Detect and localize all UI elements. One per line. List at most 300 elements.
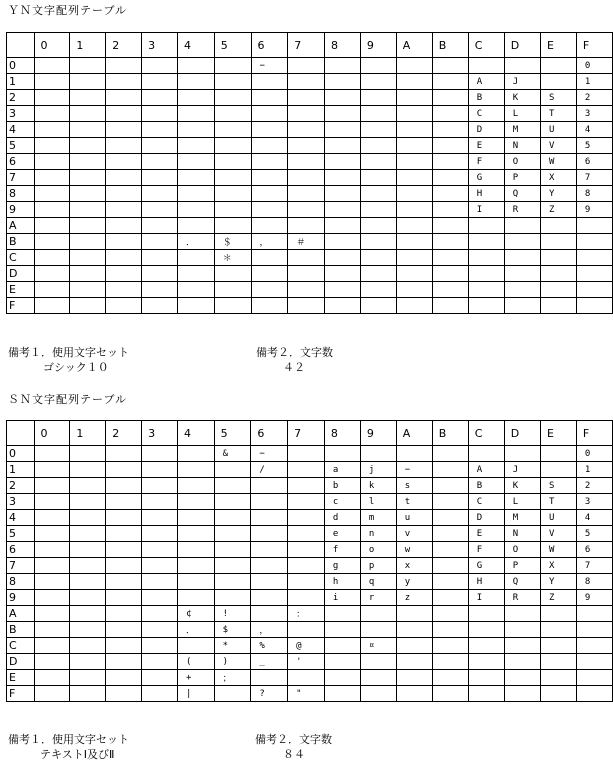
yn-char-cell: ＄	[214, 234, 251, 250]
yn-char-cell: T	[540, 106, 576, 122]
yn-char-cell	[70, 282, 106, 298]
yn-char-cell	[432, 74, 468, 90]
yn-char-cell: Q	[504, 186, 540, 202]
yn-row-header: E	[7, 282, 35, 298]
yn-char-cell	[34, 266, 70, 282]
yn-char-cell	[34, 234, 70, 250]
yn-column-header: 8	[325, 33, 361, 58]
yn-char-cell: 7	[576, 170, 612, 186]
yn-char-cell	[142, 186, 178, 202]
sn-char-cell: x	[396, 558, 432, 574]
yn-char-cell	[142, 106, 178, 122]
sn-char-cell	[432, 478, 468, 494]
yn-char-cell	[34, 138, 70, 154]
sn-char-cell	[540, 638, 576, 654]
sn-char-cell: q	[360, 574, 396, 590]
yn-char-cell	[396, 106, 432, 122]
yn-char-cell	[325, 218, 361, 234]
yn-char-cell	[178, 154, 215, 170]
sn-char-cell: 5	[576, 526, 612, 542]
sn-char-cell	[177, 590, 214, 606]
sn-char-cell: n	[360, 526, 396, 542]
yn-char-cell	[34, 154, 70, 170]
yn-note1-value: ゴシック１０	[43, 361, 109, 374]
sn-char-cell	[396, 686, 432, 702]
yn-char-cell	[325, 58, 361, 74]
yn-char-cell	[106, 106, 142, 122]
sn-char-cell	[177, 558, 214, 574]
sn-char-cell	[432, 446, 468, 462]
yn-row-header: 8	[7, 186, 35, 202]
sn-char-cell	[34, 638, 70, 654]
sn-char-cell: w	[396, 542, 432, 558]
sn-char-cell: U	[540, 510, 576, 526]
sn-char-cell	[34, 462, 70, 478]
yn-row-header: 2	[7, 90, 35, 106]
sn-char-cell: L	[504, 494, 540, 510]
sn-row-header: E	[7, 670, 35, 686]
yn-char-cell	[70, 234, 106, 250]
sn-char-cell	[288, 558, 325, 574]
yn-char-cell	[325, 138, 361, 154]
yn-row-header: D	[7, 266, 35, 282]
yn-char-cell	[288, 250, 325, 266]
yn-column-header: 3	[142, 33, 178, 58]
sn-char-cell	[396, 654, 432, 670]
yn-char-cell	[288, 186, 325, 202]
yn-char-cell	[325, 250, 361, 266]
yn-table-row	[7, 90, 613, 106]
yn-char-cell	[142, 90, 178, 106]
sn-char-cell	[288, 670, 325, 686]
yn-char-cell	[396, 250, 432, 266]
yn-char-cell	[432, 170, 468, 186]
sn-char-cell	[576, 654, 612, 670]
sn-char-cell	[432, 590, 468, 606]
yn-char-cell	[251, 170, 288, 186]
sn-table-row	[7, 542, 613, 558]
yn-char-cell	[142, 266, 178, 282]
yn-char-cell	[251, 90, 288, 106]
yn-char-cell	[178, 218, 215, 234]
sn-row-header: A	[7, 606, 35, 622]
yn-char-cell	[325, 170, 361, 186]
yn-table-title: ＹＮ文字配列テーブル	[8, 4, 128, 17]
yn-char-cell	[214, 58, 251, 74]
sn-char-cell: G	[468, 558, 504, 574]
yn-char-cell	[360, 90, 396, 106]
sn-char-cell	[177, 478, 214, 494]
sn-row-header: D	[7, 654, 35, 670]
sn-char-cell	[468, 670, 504, 686]
sn-char-cell	[106, 558, 142, 574]
sn-char-cell	[288, 494, 325, 510]
yn-char-cell: U	[540, 122, 576, 138]
sn-char-cell	[540, 686, 576, 702]
sn-char-cell	[324, 670, 360, 686]
sn-char-cell: ：	[288, 606, 325, 622]
sn-char-cell: ?	[251, 686, 288, 702]
sn-char-cell: c	[324, 494, 360, 510]
yn-char-cell	[576, 250, 612, 266]
sn-char-cell	[288, 542, 325, 558]
sn-char-cell	[504, 670, 540, 686]
yn-char-cell: 9	[576, 202, 612, 218]
yn-char-cell	[106, 298, 142, 314]
yn-char-cell	[142, 138, 178, 154]
sn-char-cell	[106, 574, 142, 590]
yn-char-cell: D	[468, 122, 504, 138]
sn-char-cell	[432, 686, 468, 702]
sn-row-header: 9	[7, 590, 35, 606]
yn-char-cell	[70, 266, 106, 282]
sn-char-cell	[142, 654, 178, 670]
sn-char-cell	[468, 638, 504, 654]
yn-char-cell	[396, 138, 432, 154]
sn-char-cell: E	[468, 526, 504, 542]
sn-char-cell	[504, 638, 540, 654]
yn-column-header: 5	[214, 33, 251, 58]
yn-char-cell: V	[540, 138, 576, 154]
yn-char-cell: A	[468, 74, 504, 90]
sn-char-cell: o	[360, 542, 396, 558]
sn-char-cell	[106, 542, 142, 558]
sn-char-cell	[70, 686, 106, 702]
sn-char-cell	[70, 446, 106, 462]
sn-char-cell	[70, 606, 106, 622]
yn-char-cell	[360, 298, 396, 314]
sn-row-header: 4	[7, 510, 35, 526]
sn-table-row	[7, 558, 613, 574]
sn-char-cell	[468, 622, 504, 638]
sn-table-row	[7, 446, 613, 462]
sn-char-cell	[106, 494, 142, 510]
yn-char-cell	[396, 218, 432, 234]
sn-char-cell	[34, 478, 70, 494]
yn-table-row	[7, 298, 613, 314]
sn-char-cell	[504, 622, 540, 638]
sn-char-cell	[214, 526, 251, 542]
yn-char-cell	[288, 298, 325, 314]
sn-char-cell	[142, 542, 178, 558]
sn-char-cell	[142, 478, 178, 494]
sn-char-cell: B	[468, 478, 504, 494]
sn-char-cell	[142, 622, 178, 638]
yn-char-cell	[214, 90, 251, 106]
sn-column-header: 4	[177, 421, 214, 446]
sn-char-cell	[504, 446, 540, 462]
yn-char-cell	[70, 154, 106, 170]
sn-char-cell	[70, 494, 106, 510]
sn-char-cell: i	[324, 590, 360, 606]
yn-char-cell	[396, 298, 432, 314]
sn-char-cell	[324, 686, 360, 702]
yn-char-cell: 6	[576, 154, 612, 170]
yn-char-cell: O	[504, 154, 540, 170]
yn-char-cell	[360, 202, 396, 218]
yn-char-cell	[468, 298, 504, 314]
yn-char-cell	[360, 250, 396, 266]
yn-char-cell	[540, 298, 576, 314]
sn-column-header: 2	[106, 421, 142, 446]
yn-row-header: 1	[7, 74, 35, 90]
yn-char-cell	[214, 218, 251, 234]
yn-char-cell	[360, 218, 396, 234]
sn-column-header: 5	[214, 421, 251, 446]
sn-char-cell: h	[324, 574, 360, 590]
yn-char-cell	[70, 298, 106, 314]
sn-char-cell	[177, 446, 214, 462]
yn-char-cell	[214, 154, 251, 170]
sn-char-cell	[106, 622, 142, 638]
yn-char-cell	[504, 250, 540, 266]
sn-char-cell: −	[396, 462, 432, 478]
sn-char-cell	[251, 558, 288, 574]
sn-char-cell	[177, 510, 214, 526]
yn-row-header: 6	[7, 154, 35, 170]
yn-char-cell: R	[504, 202, 540, 218]
yn-char-cell	[178, 138, 215, 154]
sn-char-cell	[34, 606, 70, 622]
yn-char-cell	[106, 202, 142, 218]
sn-char-cell	[540, 670, 576, 686]
yn-char-cell	[288, 282, 325, 298]
yn-char-cell	[288, 154, 325, 170]
yn-char-cell	[432, 250, 468, 266]
sn-table-row	[7, 622, 613, 638]
sn-char-cell: V	[540, 526, 576, 542]
sn-char-cell: g	[324, 558, 360, 574]
yn-char-cell: ．	[178, 234, 215, 250]
yn-char-cell	[214, 298, 251, 314]
yn-char-cell: 5	[576, 138, 612, 154]
sn-char-cell	[70, 462, 106, 478]
sn-char-cell	[106, 638, 142, 654]
yn-char-cell	[34, 170, 70, 186]
yn-table-row	[7, 282, 613, 298]
yn-table-row	[7, 234, 613, 250]
yn-table-row	[7, 170, 613, 186]
sn-char-cell	[576, 638, 612, 654]
sn-char-cell	[34, 670, 70, 686]
yn-table-row	[7, 154, 613, 170]
sn-char-cell	[106, 654, 142, 670]
yn-char-cell	[106, 74, 142, 90]
sn-char-cell	[214, 494, 251, 510]
sn-row-header: F	[7, 686, 35, 702]
yn-char-cell	[288, 90, 325, 106]
yn-char-cell	[325, 74, 361, 90]
sn-char-cell: *	[214, 638, 251, 654]
sn-char-cell	[142, 494, 178, 510]
sn-char-cell	[432, 510, 468, 526]
sn-table-row	[7, 670, 613, 686]
sn-char-cell	[432, 638, 468, 654]
sn-column-header: 7	[288, 421, 325, 446]
yn-char-cell	[34, 250, 70, 266]
yn-char-cell	[432, 90, 468, 106]
yn-row-header: 0	[7, 58, 35, 74]
yn-char-cell	[288, 58, 325, 74]
yn-note2-value: ４２	[283, 361, 305, 374]
sn-char-cell	[214, 510, 251, 526]
yn-char-cell	[251, 266, 288, 282]
sn-char-cell	[34, 526, 70, 542]
sn-char-cell	[396, 670, 432, 686]
yn-char-cell: E	[468, 138, 504, 154]
yn-char-cell	[251, 250, 288, 266]
sn-char-cell	[288, 574, 325, 590]
yn-char-cell	[325, 122, 361, 138]
yn-column-header: F	[576, 33, 612, 58]
yn-char-cell: ，	[251, 234, 288, 250]
sn-char-cell	[251, 590, 288, 606]
yn-char-cell	[106, 154, 142, 170]
sn-table-row	[7, 686, 613, 702]
yn-char-cell	[288, 218, 325, 234]
yn-char-cell	[576, 282, 612, 298]
yn-char-cell	[288, 74, 325, 90]
sn-char-cell	[70, 574, 106, 590]
sn-char-cell	[251, 478, 288, 494]
sn-char-cell: 1	[576, 462, 612, 478]
yn-char-cell	[178, 74, 215, 90]
yn-char-cell	[251, 74, 288, 90]
sn-char-cell	[70, 542, 106, 558]
yn-char-cell	[251, 186, 288, 202]
yn-char-cell	[504, 282, 540, 298]
yn-char-cell: 1	[576, 74, 612, 90]
yn-table-row	[7, 58, 613, 74]
yn-column-header: 1	[70, 33, 106, 58]
yn-char-cell	[214, 122, 251, 138]
sn-char-cell	[251, 574, 288, 590]
sn-char-cell: |	[177, 686, 214, 702]
yn-char-cell: 3	[576, 106, 612, 122]
yn-char-cell	[396, 90, 432, 106]
yn-char-cell: 2	[576, 90, 612, 106]
sn-char-cell	[70, 510, 106, 526]
yn-char-cell	[360, 266, 396, 282]
yn-table-row	[7, 122, 613, 138]
yn-char-cell: 4	[576, 122, 612, 138]
yn-column-header: 0	[34, 33, 70, 58]
yn-column-header: D	[504, 33, 540, 58]
yn-char-cell	[178, 250, 215, 266]
sn-char-cell	[432, 526, 468, 542]
sn-char-cell	[324, 654, 360, 670]
yn-char-cell: ＊	[214, 250, 251, 266]
sn-char-cell	[504, 654, 540, 670]
sn-char-cell	[142, 558, 178, 574]
yn-char-cell	[214, 170, 251, 186]
sn-note2-value: ８４	[283, 748, 305, 761]
yn-row-header: 5	[7, 138, 35, 154]
sn-table-title: ＳＮ文字配列テーブル	[8, 393, 128, 406]
yn-char-cell: S	[540, 90, 576, 106]
sn-char-cell	[432, 494, 468, 510]
sn-char-cell	[142, 574, 178, 590]
sn-char-cell: k	[360, 478, 396, 494]
yn-char-cell	[70, 186, 106, 202]
yn-char-cell	[468, 58, 504, 74]
yn-char-cell	[34, 122, 70, 138]
sn-char-cell	[142, 510, 178, 526]
sn-char-cell	[177, 542, 214, 558]
sn-char-cell: S	[540, 478, 576, 494]
yn-char-cell	[396, 74, 432, 90]
yn-char-cell	[468, 234, 504, 250]
sn-char-cell: O	[504, 542, 540, 558]
yn-row-header: B	[7, 234, 35, 250]
yn-column-header: 4	[178, 33, 215, 58]
yn-table-row	[7, 250, 613, 266]
yn-char-cell	[178, 202, 215, 218]
yn-char-cell	[504, 266, 540, 282]
yn-char-cell	[178, 122, 215, 138]
yn-char-cell	[34, 58, 70, 74]
sn-char-cell: Z	[540, 590, 576, 606]
yn-char-cell	[576, 266, 612, 282]
sn-char-cell	[432, 542, 468, 558]
sn-char-cell: Q	[504, 574, 540, 590]
yn-char-cell	[325, 202, 361, 218]
sn-char-cell	[34, 574, 70, 590]
sn-char-cell	[324, 638, 360, 654]
sn-char-cell: %	[251, 638, 288, 654]
yn-char-cell	[251, 122, 288, 138]
sn-char-cell	[251, 606, 288, 622]
sn-char-cell	[288, 478, 325, 494]
yn-char-cell	[504, 58, 540, 74]
sn-row-header: C	[7, 638, 35, 654]
sn-char-cell: ．	[177, 622, 214, 638]
yn-char-cell	[251, 154, 288, 170]
yn-char-cell	[576, 218, 612, 234]
yn-char-cell	[106, 90, 142, 106]
yn-char-cell	[432, 154, 468, 170]
yn-char-cell	[70, 138, 106, 154]
yn-char-cell: X	[540, 170, 576, 186]
yn-char-cell	[34, 218, 70, 234]
sn-char-cell	[432, 622, 468, 638]
sn-char-cell	[288, 526, 325, 542]
sn-char-cell	[177, 462, 214, 478]
yn-char-cell	[396, 186, 432, 202]
yn-char-cell	[178, 58, 215, 74]
yn-char-cell	[432, 186, 468, 202]
sn-char-cell	[251, 542, 288, 558]
sn-char-cell	[288, 622, 325, 638]
sn-char-cell	[214, 590, 251, 606]
sn-char-cell	[396, 606, 432, 622]
yn-column-header: 7	[288, 33, 325, 58]
sn-row-header: 8	[7, 574, 35, 590]
sn-char-cell	[504, 686, 540, 702]
yn-char-cell	[106, 122, 142, 138]
sn-char-cell: t	[396, 494, 432, 510]
sn-char-cell: a	[324, 462, 360, 478]
sn-char-cell	[214, 574, 251, 590]
sn-table-row	[7, 478, 613, 494]
yn-char-cell	[34, 202, 70, 218]
sn-character-table	[6, 420, 613, 702]
sn-column-header: 9	[360, 421, 396, 446]
sn-column-header: A	[396, 421, 432, 446]
yn-char-cell	[142, 122, 178, 138]
yn-table-row	[7, 74, 613, 90]
sn-char-cell	[214, 542, 251, 558]
